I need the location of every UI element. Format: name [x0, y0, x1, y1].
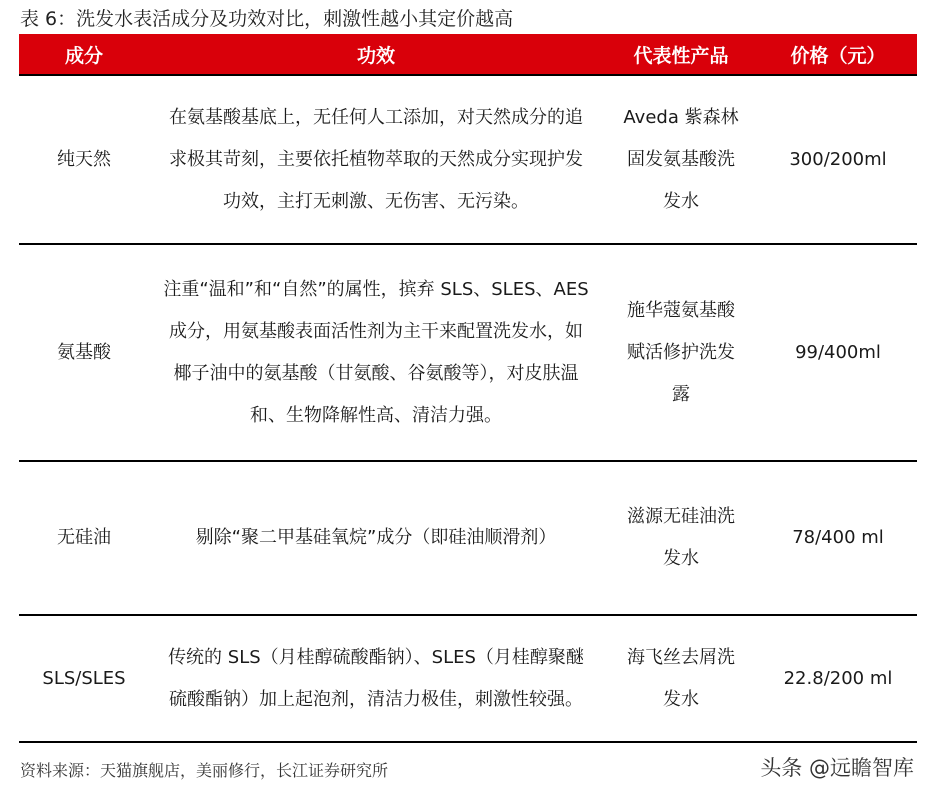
table-title: 表 6：洗发水表活成分及功效对比，刺激性越小其定价越高	[20, 8, 514, 30]
column-header-product: 代表性产品	[603, 34, 759, 75]
cell-price: 99/400ml	[759, 244, 917, 461]
column-header-ingredient: 成分	[19, 34, 149, 75]
cell-product	[603, 75, 759, 244]
cell-price: 300/200ml	[759, 75, 917, 244]
cell-product	[603, 244, 759, 461]
comparison-table	[19, 34, 917, 743]
cell-effect	[149, 75, 603, 244]
table-row	[19, 75, 917, 244]
cell-product	[603, 461, 759, 615]
product-text: Aveda 紫森林固发氨基酸洗发水	[623, 106, 739, 212]
cell-ingredient: SLS/SLES	[19, 615, 149, 742]
cell-ingredient: 无硅油	[19, 461, 149, 615]
table-row	[19, 244, 917, 461]
cell-ingredient: 纯天然	[19, 75, 149, 244]
cell-effect	[149, 461, 603, 615]
product-text: 滋源无硅油洗发水	[627, 506, 735, 569]
effect-text: 在氨基酸基底上，无任何人工添加，对天然成分的追求极其苛刻，主要依托植物萃取的天然成分实现护发功效，主打无刺激、无伤害、无污染。	[169, 106, 583, 212]
effect-text: 传统的 SLS（月桂醇硫酸酯钠）、SLES（月桂醇聚醚硫酸酯钠）加上起泡剂，清洁力极佳，刺激性较强。	[168, 646, 584, 710]
effect-text: 注重“温和”和“自然”的属性，摈弃 SLS、SLES、AES 成分，用氨基酸表面活性剂为主干来配置洗发水，如椰子油中的氨基酸（甘氨酸、谷氨酸等），对皮肤温和、生物降解性高、清洁力强。	[163, 278, 589, 426]
cell-price: 22.8/200 ml	[759, 615, 917, 742]
table-header-row	[19, 34, 917, 75]
source-note: 资料来源：天猫旗舰店，美丽修行，长江证券研究所	[20, 761, 389, 780]
effect-text: 剔除“聚二甲基硅氧烷”成分（即硅油顺滑剂）	[195, 527, 557, 548]
cell-effect	[149, 244, 603, 461]
table-row	[19, 461, 917, 615]
cell-effect	[149, 615, 603, 742]
column-header-effect: 功效	[149, 34, 603, 75]
cell-product	[603, 615, 759, 742]
cell-price: 78/400 ml	[759, 461, 917, 615]
table-row	[19, 615, 917, 742]
product-text: 海飞丝去屑洗发水	[627, 646, 735, 710]
watermark: 头条 @远瞻智库	[760, 756, 914, 780]
cell-ingredient: 氨基酸	[19, 244, 149, 461]
column-header-price: 价格（元）	[759, 34, 917, 75]
product-text: 施华蔻氨基酸赋活修护洗发露	[627, 299, 735, 405]
